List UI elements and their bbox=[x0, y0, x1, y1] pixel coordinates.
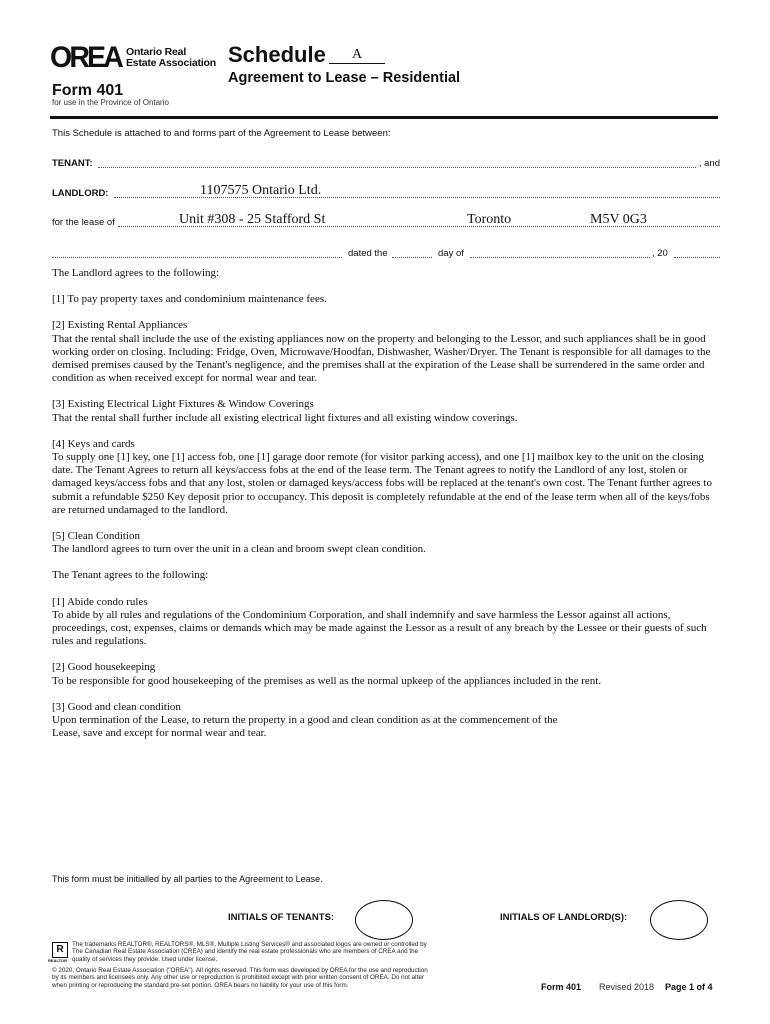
landlord-clause-4-body: To supply one [1] key, one [1] access fob, one [1] garage door remote (for visitor parking access), and one [1] mailbox key to the unit on the closing date. The Tenant Agrees to return all keys/access fobs at the end of the lease term. The Tenant agrees to notify the Landlord of any lost, stolen or damaged keys/access fobs and that any lost, stolen or damaged keys/access fobs will be replaced at the tenant's own cost. The Tenant further agrees to submit a refundable $250 Key deposit prior to occupancy. This deposit is completely refundable at the end of the lease term when all of the keys/fobs are returned undamaged to the landlord. bbox=[52, 451, 712, 516]
date-dotted-line-2 bbox=[392, 257, 432, 258]
tenant-clause-3-body-1: Upon termination of the Lease, to return the property in a good and clean condition as at the commencement of the bbox=[52, 714, 558, 727]
footer-form-id: Form 401 bbox=[541, 982, 582, 992]
date-row bbox=[52, 246, 720, 260]
initial-note: This form must be initialled by all parties to the Agreement to Lease. bbox=[52, 874, 323, 884]
date-dotted-line-3 bbox=[470, 257, 650, 258]
trademark-line-3: quality of services they provide. Used under license. bbox=[72, 955, 218, 963]
tenant-clause-2-title: [2] Good housekeeping bbox=[52, 661, 156, 674]
lease-postal-field[interactable]: M5V 0G3 bbox=[590, 212, 647, 227]
form-subtitle: for use in the Province of Ontario bbox=[52, 98, 169, 107]
lease-address-field[interactable]: Unit #308 - 25 Stafford St bbox=[179, 212, 326, 227]
landlord-clause-5-body: The landlord agrees to turn over the unit in a clean and broom swept clean condition. bbox=[52, 543, 426, 556]
orea-logo bbox=[50, 41, 220, 74]
date-dotted-line-1 bbox=[52, 257, 342, 258]
copyright-line-3: when printing or reproducing the standard pre-set portion. OREA bears no liability for your use of this form. bbox=[52, 981, 349, 989]
landlord-clause-5-title: [5] Clean Condition bbox=[52, 530, 140, 543]
landlord-clause-2-body: That the rental shall include the use of the existing appliances now on the property and belonging to the Lessor, and such appliances shall be in good working order on closing. Including: Fridge, Oven, Microwave/Hoodfan, Dishwasher, Washer/Dryer. The Tenant is responsible for all damages to the demised premises caused by the Tenant's negligence, and the premises shall at the expiration of the Lease shall be surrendered in the same order and condition as when received except for normal wear and tear. bbox=[52, 332, 711, 385]
orea-logo-text: Ontario Real Estate Association bbox=[126, 46, 216, 69]
tenant-dotted-line bbox=[98, 167, 698, 168]
tenant-label: TENANT: bbox=[52, 158, 93, 169]
tenant-clause-2-body: To be responsible for good housekeeping of the premises as well as the normal upkeep of the appliances included in the rent. bbox=[52, 674, 602, 687]
footer-revised: Revised 2018 bbox=[599, 982, 655, 992]
landlord-row bbox=[52, 183, 720, 200]
schedule-intro: This Schedule is attached to and forms part of the Agreement to Lease between: bbox=[52, 128, 391, 139]
trademark-line-1: The trademarks REALTOR®, REALTORS®, MLS®, Multiple Listing Services® and associated logos are owned or controlled by bbox=[72, 941, 427, 948]
lease-city-field[interactable]: Toronto bbox=[467, 212, 512, 227]
trademark-notice bbox=[72, 941, 427, 963]
date-dotted-line-4 bbox=[674, 257, 720, 258]
agreement-title: Agreement to Lease – Residential bbox=[228, 70, 461, 86]
schedule-value[interactable]: A bbox=[329, 48, 385, 64]
tenant-clause-1-body: To abide by all rules and regulations of the Condominium Corporation, and shall indemnify and save harmless the Lessor against all actions, proceedings, cost, expenses, claims or demands which may be made against the Lessor as a result of any breach by the Lessee or their guests of such rules and regulations. bbox=[52, 608, 707, 648]
landlord-clause-4-title: [4] Keys and cards bbox=[52, 437, 135, 450]
trademark-line-2: The Canadian Real Estate Association (CREA) and identify the real estate professionals who are members of CREA and the bbox=[72, 948, 419, 956]
copyright-line-1: © 2020, Ontario Real Estate Association ("OREA"). All rights reserved. This form was developed by OREA for the use and reproduction bbox=[52, 967, 428, 974]
copyright-notice bbox=[52, 967, 428, 989]
tenant-clause-3-body-2: Lease, save and except for normal wear and tear. bbox=[52, 727, 267, 740]
year-label: , 20 bbox=[652, 248, 668, 259]
tenants-initials-box[interactable] bbox=[355, 900, 413, 940]
landlord-clause-1: [1] To pay property taxes and condominium maintenance fees. bbox=[52, 293, 327, 306]
dated-label: dated the bbox=[348, 248, 388, 259]
realtor-logo-tag: REALTOR bbox=[48, 958, 67, 963]
day-label: day of bbox=[438, 248, 464, 259]
tenant-tail: , and bbox=[698, 158, 720, 169]
form-title: Form 401 bbox=[52, 82, 124, 99]
landlord-field[interactable]: 1107575 Ontario Ltd. bbox=[200, 183, 322, 198]
orea-logo-mark: OREA bbox=[50, 41, 121, 74]
lease-label: for the lease of bbox=[52, 217, 115, 228]
landlord-heading: The Landlord agrees to the following: bbox=[52, 267, 220, 279]
landlord-label: LANDLORD: bbox=[52, 188, 109, 199]
tenant-clause-1-title: [1] Abide condo rules bbox=[52, 595, 148, 608]
copyright-line-2: by its members and licensees only. Any other use or reproduction is prohibited except with prior written consent of OREA. Do not alter bbox=[52, 974, 424, 982]
landlords-initials-label: INITIALS OF LANDLORD(S): bbox=[500, 912, 628, 923]
lease-row bbox=[52, 212, 720, 229]
schedule-label: Schedule bbox=[228, 42, 326, 67]
landlord-clause-2-title: [2] Existing Rental Appliances bbox=[52, 319, 188, 332]
footer-page-number: Page 1 of 4 bbox=[665, 982, 713, 992]
realtor-logo: R bbox=[52, 942, 68, 958]
header-rule bbox=[50, 116, 718, 119]
tenant-row bbox=[52, 156, 720, 170]
landlords-initials-box[interactable] bbox=[650, 900, 708, 940]
landlord-clause-3-title: [3] Existing Electrical Light Fixtures & Window Coverings bbox=[52, 398, 314, 411]
schedule-body bbox=[52, 267, 720, 740]
tenant-clause-3-title: [3] Good and clean condition bbox=[52, 700, 181, 713]
landlord-clause-3-body: That the rental shall further include all existing electrical light fixtures and all existing window coverings. bbox=[52, 411, 518, 424]
tenant-heading: The Tenant agrees to the following: bbox=[52, 569, 209, 582]
tenants-initials-label: INITIALS OF TENANTS: bbox=[228, 912, 335, 923]
